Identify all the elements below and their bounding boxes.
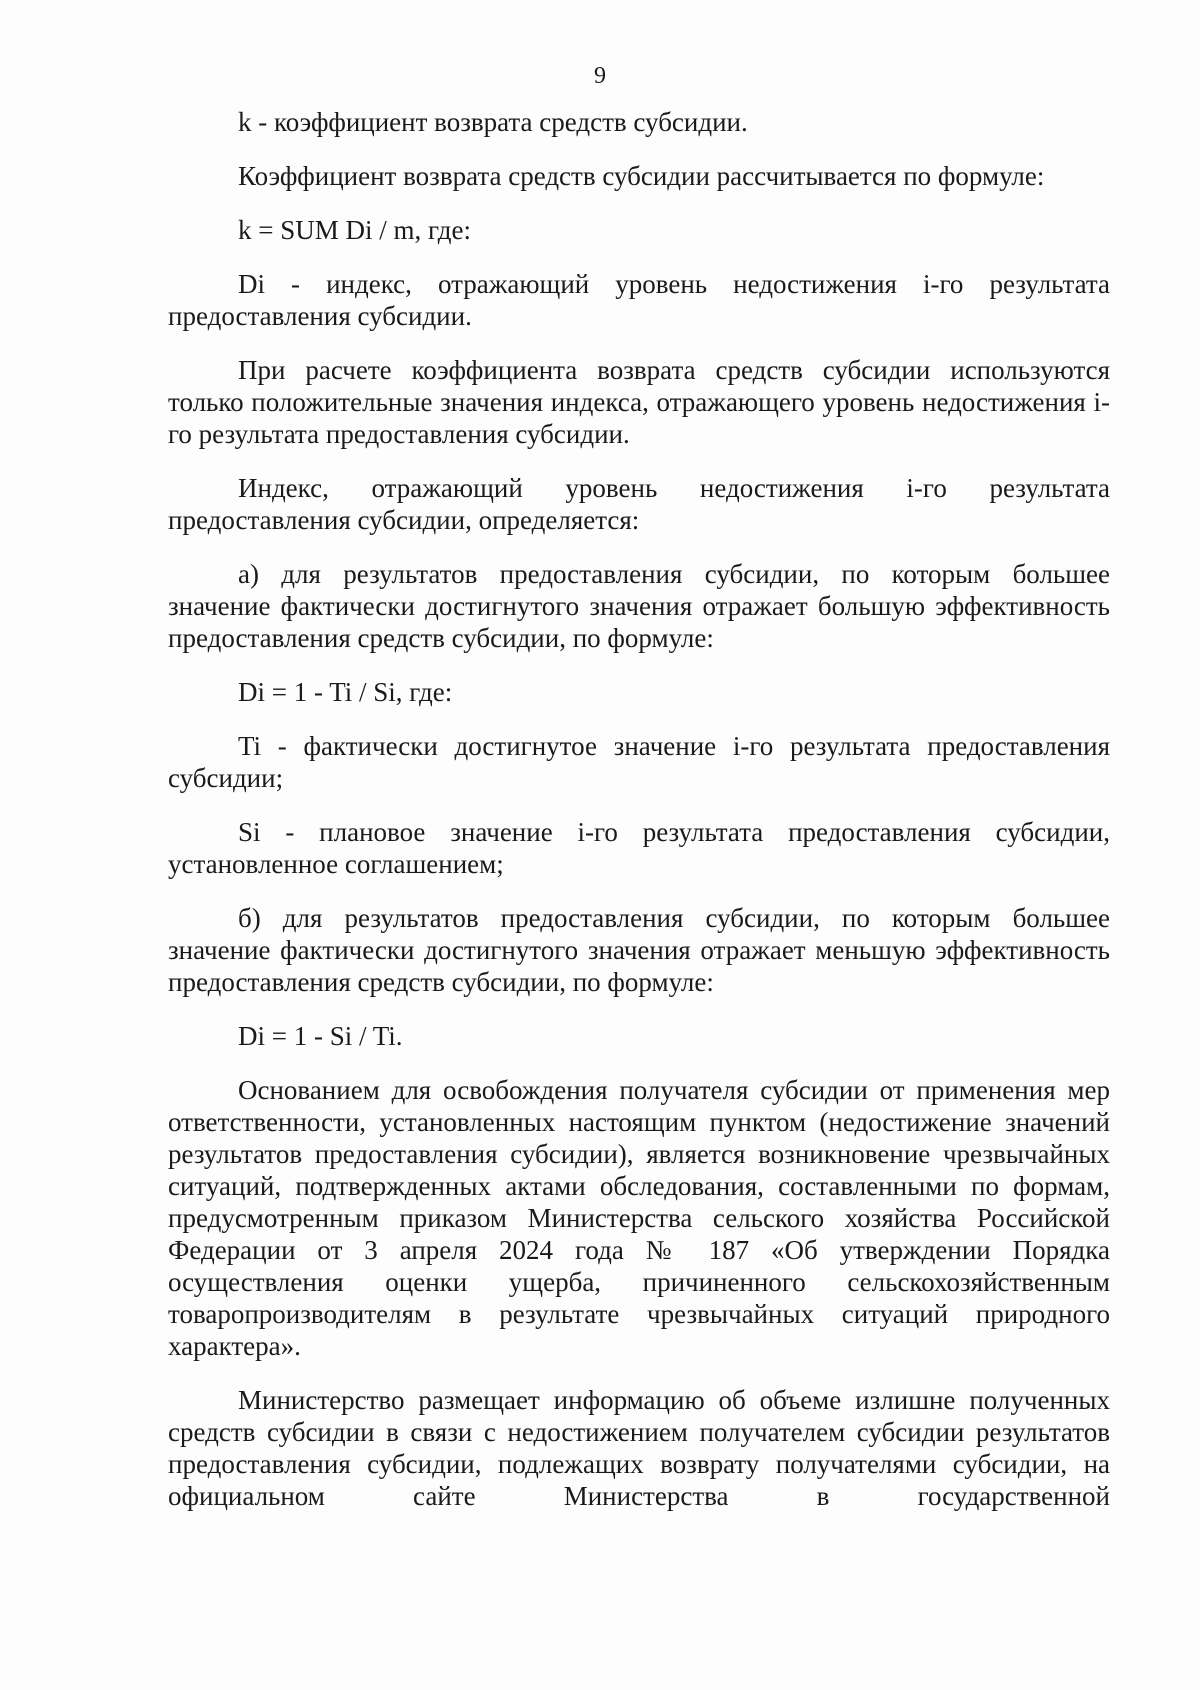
- formula-k: k = SUM Di / m, где:: [238, 215, 471, 245]
- page-number: 9: [594, 63, 606, 89]
- paragraph-case-a: а) для результатов предоставления субсидии, по которым большее значение фактически достигнутого значения отражает большую эффективность предоставления средств субсидии, по формуле:: [168, 559, 1110, 653]
- formula-di-case-b: Di = 1 - Si / Ti.: [238, 1021, 403, 1051]
- paragraph-case-b: б) для результатов предоставления субсидии, по которым большее значение фактически достигнутого значения отражает меньшую эффективность предоставления средств субсидии, по формуле:: [168, 903, 1110, 997]
- formula-di-case-a: Di = 1 - Ti / Si, где:: [238, 677, 453, 707]
- paragraph-positive-values: При расчете коэффициента возврата средств субсидии используются только положительные значения индекса, отражающего уровень недостижения i-го результата предоставления субсидии.: [168, 355, 1110, 449]
- paragraph-si-definition: Si - плановое значение i-го результата предоставления субсидии, установленное соглашением;: [168, 817, 1110, 879]
- paragraph-ministry-info: Министерство размещает информацию об объеме излишне полученных средств субсидии в связи с недостижением получателем субсидии результатов предоставления субсидии, подлежащих возврату получателями субсидии, на официальном сайте Министерства в государственной: [168, 1385, 1110, 1511]
- paragraph-release-grounds: Основанием для освобождения получателя субсидии от применения мер ответственности, установленных настоящим пунктом (недостижение значений результатов предоставления субсидии), является возникновение чрезвычайных ситуаций, подтвержденных актами обследования, составленными по формам, предусмотренным приказом Министерства сельского хозяйства Российской Федерации от 3 апреля 2024 года № 187 «Об утверждении Порядка осуществления оценки ущерба, причиненного сельскохозяйственным товаропроизводителям в результате чрезвычайных ситуаций природного характера».: [168, 1075, 1110, 1361]
- paragraph-k-formula-intro: Коэффициент возврата средств субсидии рассчитывается по формуле:: [238, 161, 1045, 191]
- paragraph-index-determined: Индекс, отражающий уровень недостижения i-го результата предоставления субсидии, определяется:: [168, 473, 1110, 535]
- document-body: [168, 106, 1110, 1534]
- paragraph-k-definition: k - коэффициент возврата средств субсидии.: [238, 107, 748, 137]
- paragraph-ti-definition: Ti - фактически достигнутое значение i-го результата предоставления субсидии;: [168, 731, 1110, 793]
- paragraph-di-definition: Di - индекс, отражающий уровень недостижения i-го результата предоставления субсидии.: [168, 269, 1110, 331]
